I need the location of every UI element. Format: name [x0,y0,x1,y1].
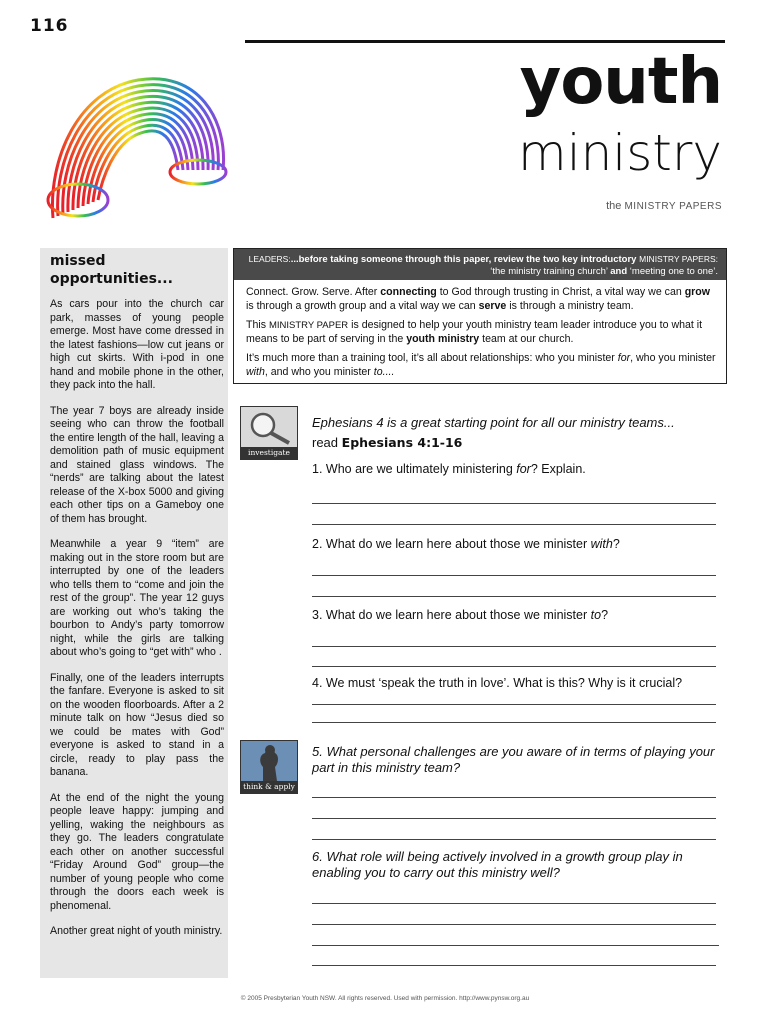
text: , and who you minister [264,365,371,378]
question-3 [312,608,608,622]
question-emphasis: with [590,537,613,551]
answer-line[interactable] [312,704,716,705]
answer-line[interactable] [312,924,716,925]
text: to God through trusting in Christ, a vital way we can [439,286,682,298]
leaders-paragraph-3 [246,352,718,379]
answer-line[interactable] [312,903,716,904]
text: is through a ministry team. [509,299,634,312]
copyright-footer: © 2005 Presbyterian Youth NSW. All rights reserved. Used with permission. http://www.pynsw.org.au [240,995,530,1002]
sidebar-paragraph: Another great night of youth ministry. [50,925,223,937]
sidebar-paragraph: At the end of the night the young people leave happy: jumping and yelling, waking the neighbours as they go. The leaders congratulate each other on another successful “Friday Around God” group—the number of young people who come through the doors each week is phenomenal. [50,791,224,912]
bold-text: grow [684,286,711,298]
question-text-end: ? [612,537,620,551]
sidebar-heading: missed opportunities... [50,253,173,287]
italic-text: to.... [373,365,395,378]
leaders-paragraph-1 [246,286,718,313]
question-emphasis: for [516,462,531,476]
italic-text: for [617,352,631,364]
leaders-header-ref2: ‘meeting one to one’. [629,266,718,277]
bold-text: youth ministry [406,332,480,345]
text: Connect. Grow. Serve. After [246,286,378,298]
answer-line[interactable] [312,666,716,667]
leaders-header-text: ...before taking someone through this paper, review the two key introductory [290,254,637,265]
sidebar-paragraph: The year 7 boys are already inside seeing who can throw the football the entire length of the hall, leaving a demolition path of music equipment and stained glass windows. The “nerds” are talking about the latest release of the X-box 5000 and giving each other tips on a Gameboy one of them has brought. [50,404,224,525]
answer-line[interactable] [312,965,716,966]
text: , who you minister [630,352,716,364]
text: It’s much more than a training tool, it’s all about relationships: who you minister [246,352,615,364]
read-label: read [312,435,339,450]
think-icon-box [240,740,298,794]
question-emphasis: to [590,608,602,622]
series-the: the [606,200,622,212]
series-name: MINISTRY PAPERS [624,201,722,212]
title-ministry: ministry [518,124,722,182]
question-6: 6. What role will being actively involved in a growth group play in enabling you to carry out this ministry well? [312,849,683,880]
bold-text: serve [478,299,507,312]
sidebar-paragraph: As cars pour into the church car park, masses of young people emerge. Most have come dressed in the latest fashions—low cut jeans or high cut skirts. With i-pod in one hand and mobile phone in the other, they pack into the hall. [50,298,224,391]
sidebar-paragraph: Finally, one of the leaders interrupts the fanfare. Everyone is asked to sit on the wooden floorboards. After a 2 minute talk on how “Jesus died so we could be mates with God” everyone is asked to stand in a circle, ready to play pass the banana. [50,671,224,778]
answer-line[interactable] [312,945,719,946]
text: team at our church. [482,332,574,345]
text: is through a growth group and a vital way we can [246,299,476,312]
italic-text: with [246,365,265,378]
series-label [606,200,722,212]
answer-line[interactable] [312,596,716,597]
answer-line[interactable] [312,503,716,504]
leaders-paragraph-2 [246,319,718,346]
thinker-statue-icon [241,741,297,781]
investigate-caption: investigate [241,447,297,459]
slinky-icon [38,50,236,228]
text: This [246,319,267,331]
question-text-end: ? Explain. [530,462,586,476]
answer-line[interactable] [312,646,716,647]
page-number: 116 [30,16,69,36]
sidebar [40,248,228,978]
sidebar-paragraph: Meanwhile a year 9 “item” are making out in the store room but are interrupted by one of the leaders who tells them to “come and join the rest of the group”. The year 12 guys are working out who’s taking the bourbon to Andy’s party tomorrow night, while the girls are talking about who’s going to “get with” who . [50,538,224,658]
bold-text: connecting [380,286,437,298]
caps-text: MINISTRY PAPER [268,320,349,331]
question-text: 3. What do we learn here about those we minister [312,608,591,622]
leaders-header [234,249,726,280]
read-line [312,435,722,450]
leaders-header-ref1: ‘the ministry training church’ [490,266,608,277]
answer-line[interactable] [312,722,716,723]
question-4: 4. We must ‘speak the truth in love’. What is this? Why is it crucial? [312,676,683,690]
question-text: 2. What do we learn here about those we minister [312,537,591,551]
answer-line[interactable] [312,839,716,840]
leaders-body [246,286,718,385]
passage-reference: Ephesians 4:1-16 [341,435,463,450]
answer-line[interactable] [312,524,716,525]
text: is designed to help your youth ministry team leader introduce you to what it means to be part of serving in the [246,319,703,345]
investigate-intro: Ephesians 4 is a great starting point for all our ministry teams... [312,415,675,430]
leaders-label: LEADERS: [248,254,291,264]
investigate-icon-box [240,406,298,460]
question-text: 1. Who are we ultimately ministering [312,462,517,476]
magnifying-glass-icon [241,407,297,447]
title-youth: youth [519,45,722,119]
question-text-end: ? [601,608,609,622]
answer-line[interactable] [312,575,716,576]
answer-line[interactable] [312,818,716,819]
top-rule [245,40,725,43]
answer-line[interactable] [312,797,716,798]
question-2 [312,537,620,551]
leaders-header-and: and [610,266,628,277]
think-caption: think & apply [241,781,297,793]
question-1 [312,462,586,476]
leaders-header-caps: MINISTRY PAPERS: [639,254,718,264]
question-5: 5. What personal challenges are you aware of in terms of playing your part in this ministry team? [312,744,715,775]
leaders-box [233,248,727,384]
